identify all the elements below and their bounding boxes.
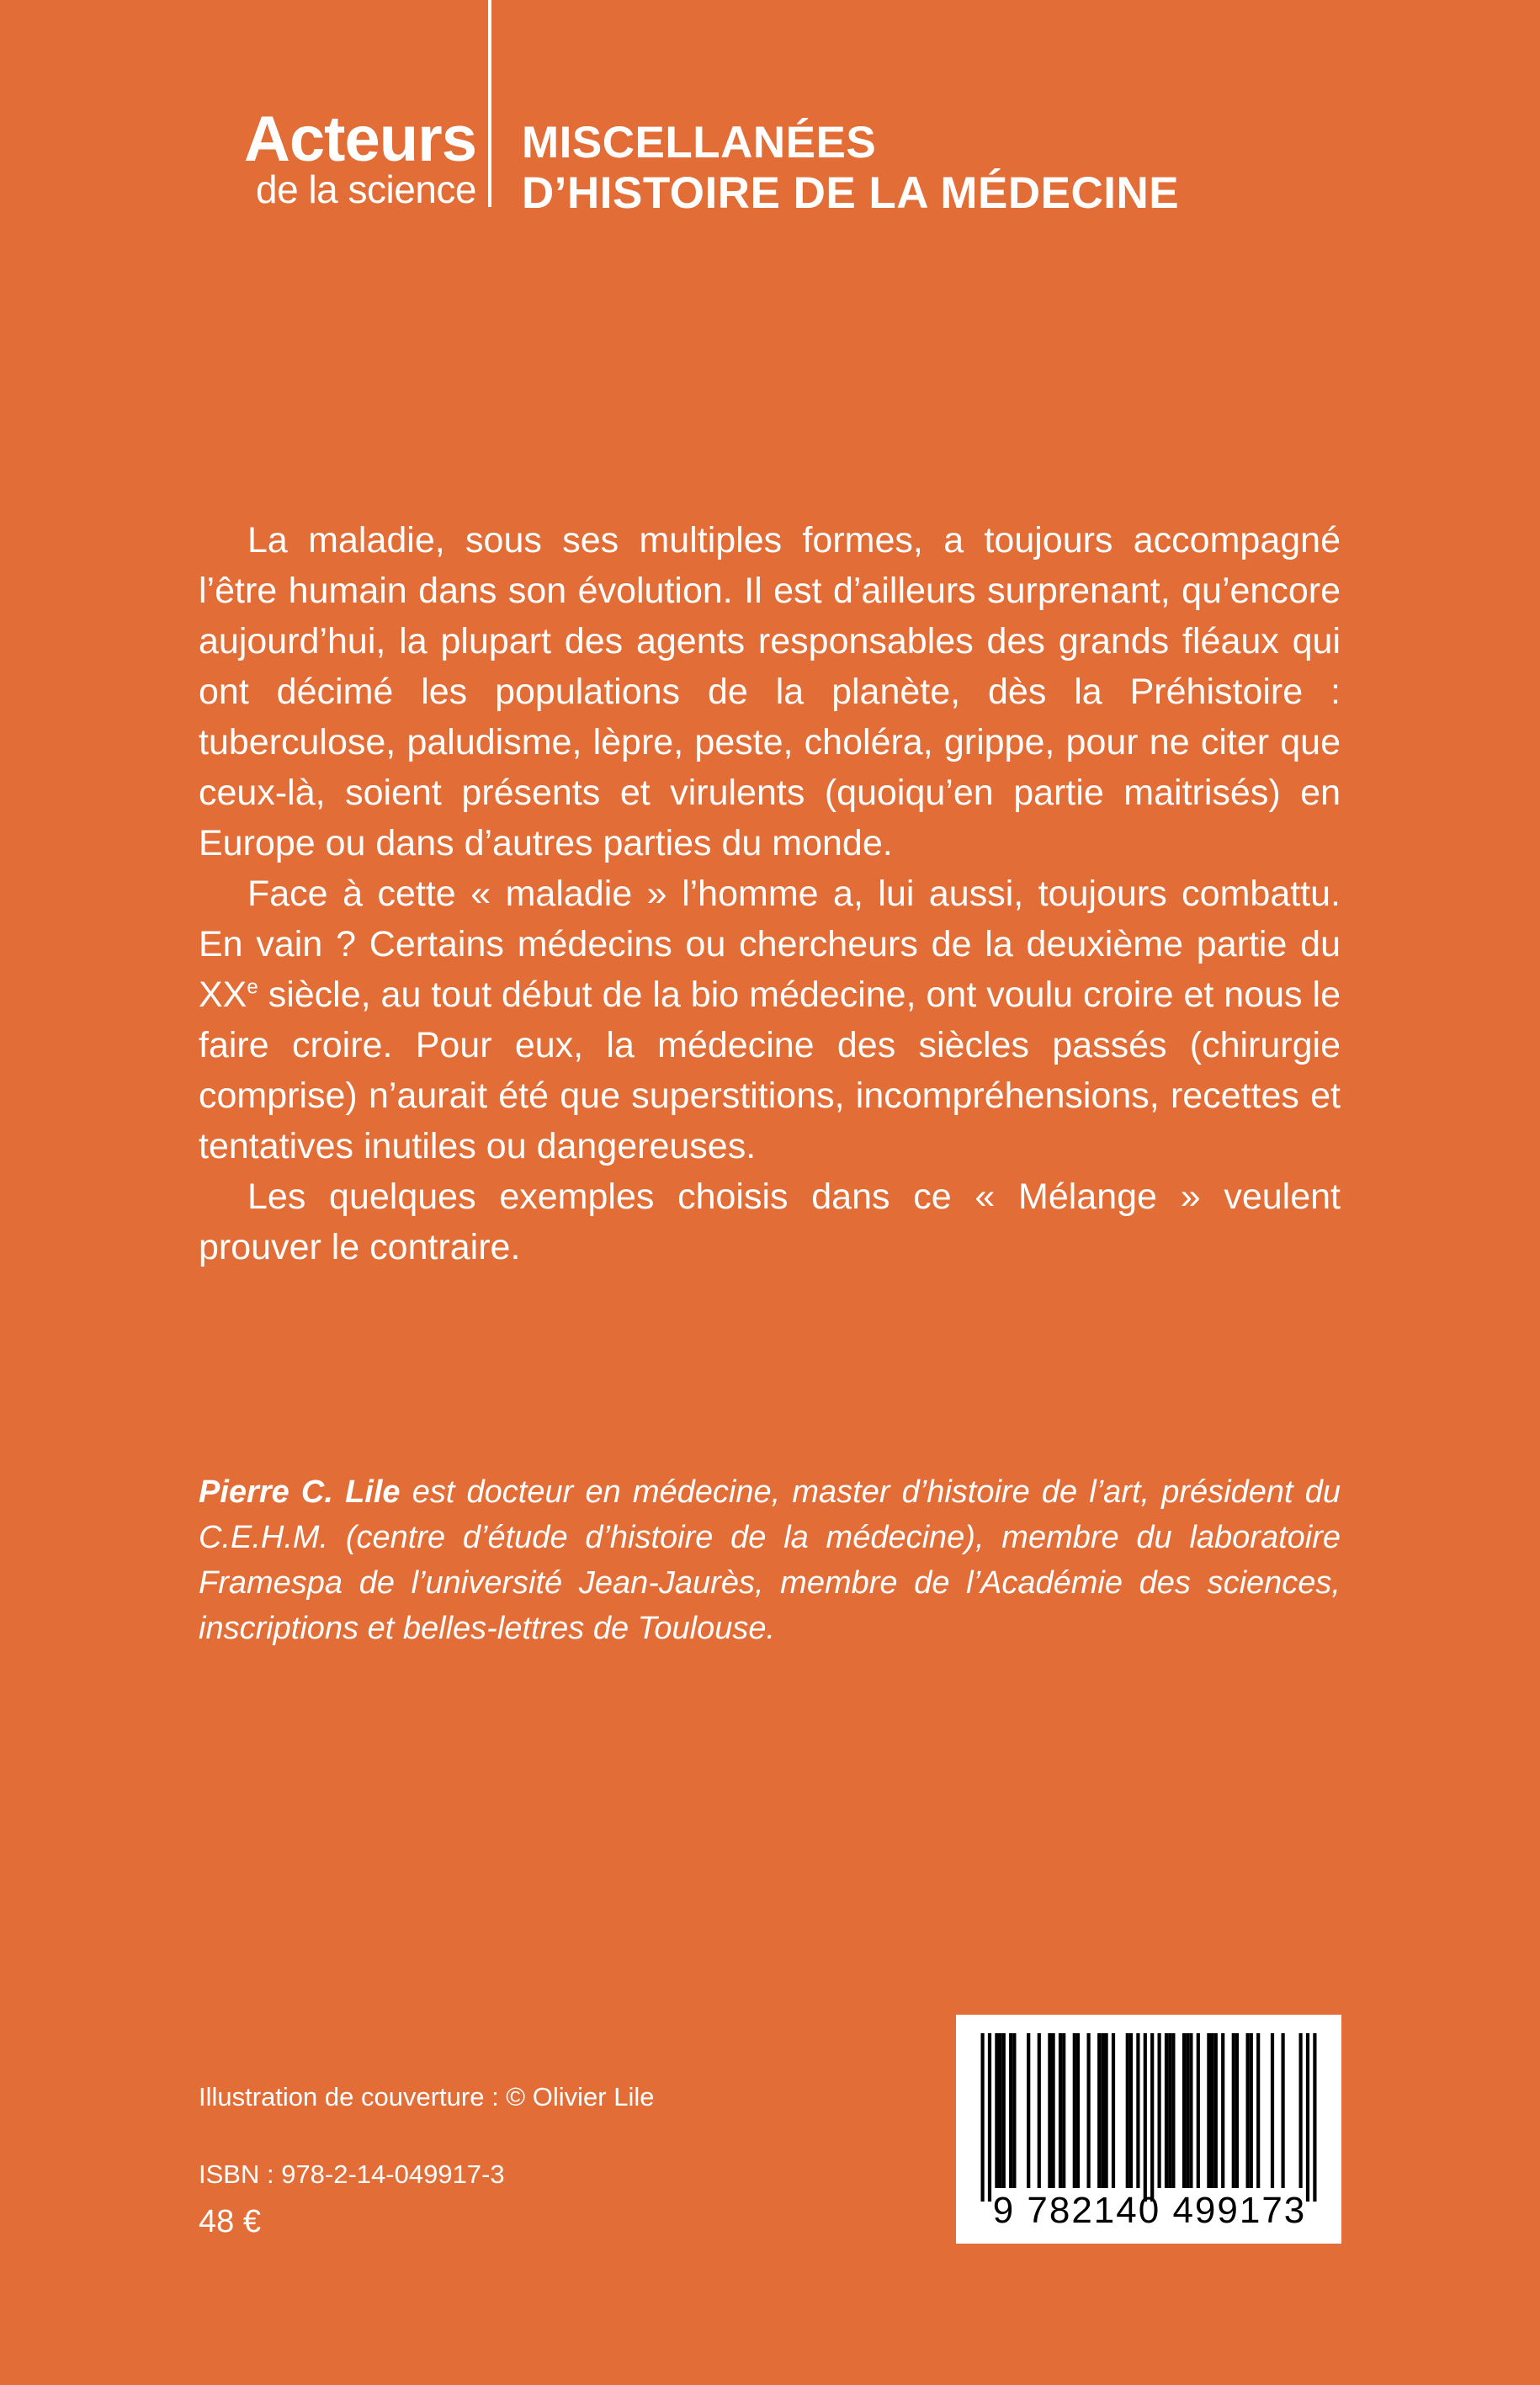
barcode-bar xyxy=(999,2033,1002,2188)
barcode-bar xyxy=(1101,2033,1104,2188)
barcode-bar xyxy=(1012,2033,1016,2188)
century-superscript: e xyxy=(247,975,258,999)
barcode-bar xyxy=(1299,2033,1303,2188)
barcode-bar xyxy=(995,2033,998,2188)
barcode-bar xyxy=(1009,2033,1012,2188)
illustration-credit: Illustration de couverture : © Olivier Lile xyxy=(199,2082,655,2111)
author-bio-text: est docteur en médecine, master d’histoire de l’art, président du C.E.H.M. (centre d’étude d’histoire de la médecine), membre du laboratoire Framespa de l’université Jean-Jaurès, membre de l’Académie des sciences, inscriptions et belles-lettres de Toulouse. xyxy=(199,1474,1341,1646)
collection-logo xyxy=(199,104,476,211)
header-divider xyxy=(488,0,491,207)
barcode-bar xyxy=(1105,2033,1108,2188)
barcode-bar xyxy=(1306,2033,1309,2202)
barcode-bar xyxy=(1189,2033,1192,2188)
barcode-bar xyxy=(1002,2033,1006,2188)
book-title-line-2: D’HISTOIRE DE LA MÉDECINE xyxy=(522,168,1180,218)
author-name: Pierre C. Lile xyxy=(199,1474,401,1510)
blurb-paragraph-2 xyxy=(199,868,1341,1171)
barcode-bar xyxy=(1052,2033,1055,2188)
barcode-bar xyxy=(1221,2033,1224,2188)
barcode-bar xyxy=(981,2033,985,2202)
barcode-bar xyxy=(1165,2033,1168,2188)
book-title xyxy=(522,118,1179,219)
barcode-bar xyxy=(1186,2033,1189,2188)
blurb-paragraph-2-end: siècle, au tout début de la bio médecine, ont voulu croire et nous le faire croire. Pour eux, la médecine des siècles passés (chirurgie comprise) n’aurait été que superstitions, incompréhensions, recettes et tentatives inutiles ou dangereuses. xyxy=(199,975,1341,1166)
barcode-bar xyxy=(1158,2033,1161,2188)
barcode-bar xyxy=(1256,2033,1260,2188)
barcode-bar xyxy=(1168,2033,1171,2188)
barcode-bar xyxy=(1038,2033,1041,2188)
barcode-bar xyxy=(1250,2033,1253,2188)
blurb-paragraph-3: Les quelques exemples choisis dans ce « Mélange » veulent prouver le contraire. xyxy=(199,1177,1341,1267)
barcode-bar xyxy=(1062,2033,1065,2188)
barcode-bar xyxy=(1073,2033,1076,2188)
barcode-bar xyxy=(1282,2033,1285,2188)
barcode-bar xyxy=(1232,2033,1235,2188)
barcode-digits: 9 782140 499173 xyxy=(992,2190,1307,2231)
barcode-bar xyxy=(1144,2033,1147,2202)
barcode-bar xyxy=(1182,2033,1186,2188)
barcode-bar xyxy=(1150,2033,1154,2202)
barcode-bar xyxy=(1097,2033,1101,2188)
barcode-bar xyxy=(1235,2033,1239,2188)
barcode-bar xyxy=(988,2033,991,2202)
barcode-bar xyxy=(1211,2033,1214,2188)
barcode-bar xyxy=(1207,2033,1210,2188)
isbn: ISBN : 978-2-14-049917-3 xyxy=(199,2159,505,2189)
book-title-line-1: MISCELLANÉES xyxy=(522,118,877,167)
barcode-bar xyxy=(1214,2033,1218,2188)
barcode-bar xyxy=(1197,2033,1200,2188)
barcode-bar xyxy=(1136,2033,1139,2188)
price: 48 € xyxy=(199,2204,261,2239)
blurb xyxy=(199,515,1341,1272)
barcode-bar xyxy=(1059,2033,1062,2188)
barcode-bar xyxy=(1271,2033,1274,2188)
barcode-bar xyxy=(1171,2033,1175,2188)
collection-subtitle: de la science xyxy=(256,167,476,211)
collection-name: Acteurs xyxy=(244,104,476,175)
barcode xyxy=(956,2015,1341,2244)
barcode-bar xyxy=(1027,2033,1030,2188)
barcode-bar xyxy=(1313,2033,1316,2202)
barcode-bar xyxy=(1112,2033,1115,2188)
barcode-bar xyxy=(1246,2033,1250,2188)
blurb-paragraph-1: La maladie, sous ses multiples formes, a toujours accompagné l’être humain dans son évolution. Il est d’ailleurs surprenant, qu’encore aujourd’hui, la plupart des agents responsables des grands fléaux qui ont décimé les populations de la planète, dès la Préhistoire : tuberculose, paludisme, lèpre, peste, choléra, grippe, pour ne citer que ceux-là, soient présents et virulents (quoiqu’en partie maitrisés) en Europe ou dans d’autres parties du monde. xyxy=(199,520,1341,863)
barcode-bar xyxy=(1076,2033,1080,2188)
blurb-paragraph-2-start: Face à cette « maladie » l’homme a, lui aussi, toujours combattu. En vain ? Certains médecins ou chercheurs de la deuxième partie du XX xyxy=(199,874,1341,1015)
barcode-bar xyxy=(1126,2033,1129,2188)
barcode-bar xyxy=(1048,2033,1051,2188)
author-bio xyxy=(199,1469,1341,1651)
barcode-bar xyxy=(1129,2033,1133,2188)
barcode-bar xyxy=(1087,2033,1091,2188)
